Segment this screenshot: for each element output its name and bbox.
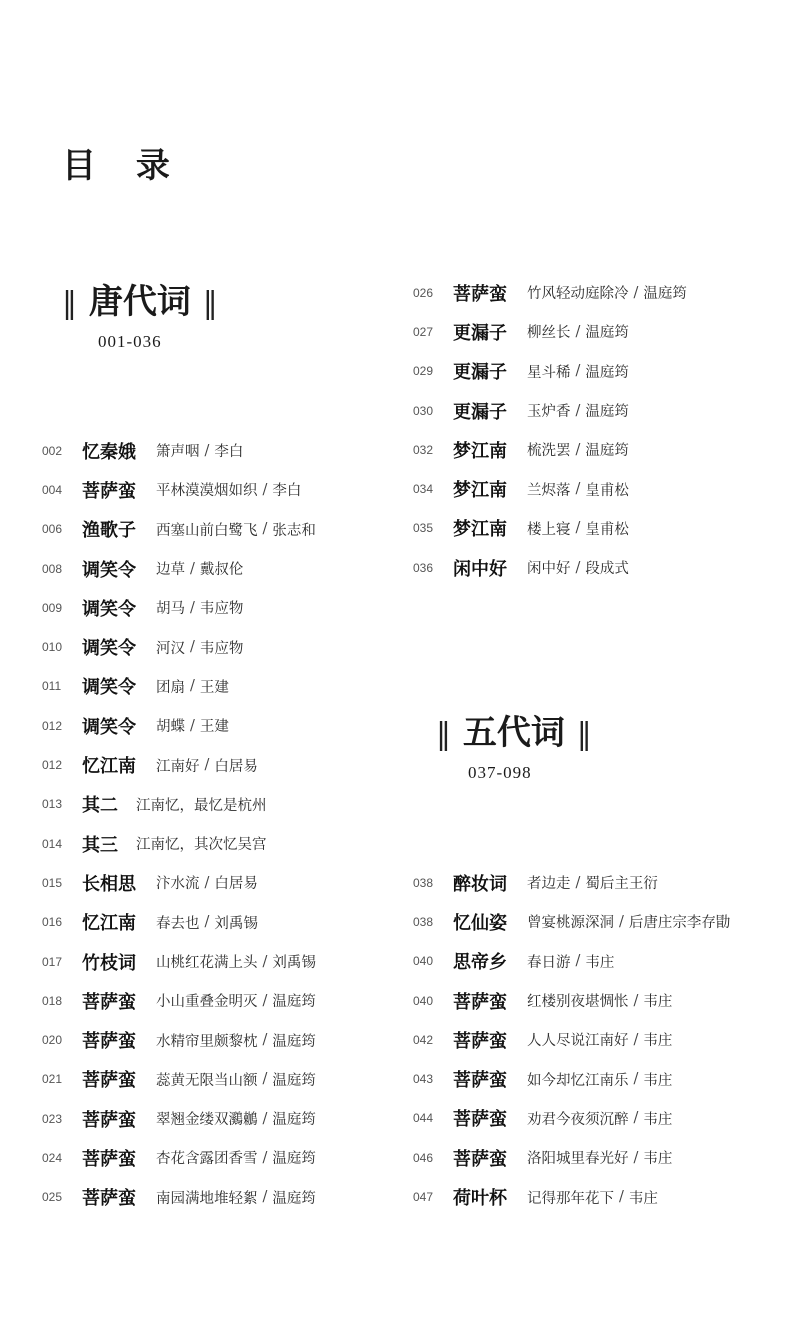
entry-title: 更漏子	[453, 322, 507, 344]
entry-title: 菩萨蛮	[82, 1031, 136, 1053]
bar-ornament-left: ‖	[62, 286, 77, 321]
page-number: 004	[42, 482, 63, 497]
separator-slash: /	[633, 1031, 639, 1048]
page-number: 013	[42, 797, 63, 812]
separator-slash: /	[190, 560, 195, 577]
entry-first-line: 竹风轻动庭除冷	[527, 286, 629, 303]
toc-entry	[413, 1138, 730, 1177]
toc-entry	[413, 430, 687, 469]
entry-author: 白居易	[214, 876, 258, 893]
entry-author: 王建	[199, 679, 229, 696]
separator-slash: /	[633, 284, 639, 301]
separator-slash: /	[262, 1110, 268, 1127]
entry-title: 调笑令	[82, 677, 136, 699]
entry-title: 菩萨蛮	[82, 480, 136, 502]
toc-entry	[413, 312, 687, 351]
entry-first-line: 星斗稀	[527, 364, 571, 381]
entry-first-line: 边草	[156, 562, 185, 579]
toc-entry	[413, 902, 730, 941]
entry-first-line: 人人尽说江南好	[527, 1033, 629, 1050]
entry-author: 戴叔伦	[199, 562, 244, 579]
toc-entry	[413, 469, 687, 508]
separator-slash: /	[204, 442, 210, 459]
entry-title: 菩萨蛮	[453, 283, 507, 305]
bar-ornament-right: ‖	[576, 717, 592, 752]
entry-author: 韦庄	[628, 1190, 658, 1207]
separator-slash: /	[575, 559, 581, 576]
page-number: 030	[413, 403, 434, 418]
entry-title: 忆仙姿	[453, 912, 507, 934]
page-number: 009	[42, 600, 63, 615]
toc-entry	[42, 942, 316, 981]
entry-first-line: 春日游	[527, 954, 571, 971]
toc-entry	[42, 470, 316, 509]
entry-first-line: 平林漠漠烟如织	[156, 483, 258, 500]
separator-slash: /	[190, 678, 195, 695]
page-number: 046	[413, 1150, 434, 1165]
entry-first-line: 小山重叠金明灭	[156, 994, 258, 1011]
page-number: 015	[42, 875, 63, 890]
entry-first-line: 曾宴桃源深洞	[527, 915, 614, 932]
entry-first-line: 江南好	[156, 758, 200, 775]
toc-entry	[42, 1060, 316, 1099]
toc-entry	[42, 549, 316, 588]
entry-author: 韦庄	[643, 1151, 673, 1168]
page-number: 012	[42, 758, 63, 773]
section-title-wudai	[436, 713, 592, 755]
entry-title: 更漏子	[453, 362, 507, 384]
toc-entry	[413, 1059, 730, 1098]
entry-author: 李白	[272, 483, 302, 500]
separator-slash: /	[190, 717, 195, 734]
page-number: 032	[413, 442, 434, 457]
page-number: 010	[42, 640, 63, 655]
entry-first-line: 春去也	[156, 915, 200, 932]
entry-first-line: 蕊黄无限当山额	[156, 1072, 258, 1089]
page-number: 036	[413, 560, 434, 575]
page-number: 047	[413, 1190, 434, 1205]
separator-slash: /	[204, 914, 210, 931]
page-number: 043	[413, 1072, 434, 1087]
section-range-wudai: 037-098	[468, 763, 532, 782]
entry-title: 醉妆词	[453, 873, 507, 895]
toc-entry	[42, 1178, 316, 1217]
page-number: 006	[42, 522, 63, 537]
page-number: 040	[413, 954, 434, 969]
toc-entry	[413, 942, 730, 981]
entry-author: 蜀后主王衍	[585, 876, 658, 893]
entry-title: 菩萨蛮	[82, 1070, 136, 1092]
page-number: 021	[42, 1072, 63, 1087]
entry-title: 其二	[82, 795, 118, 817]
toc-list-wudai	[413, 863, 730, 1217]
entry-first-line: 杏花含露团香雪	[156, 1151, 258, 1168]
separator-slash: /	[204, 874, 210, 891]
toc-entry	[42, 1020, 316, 1059]
entry-author: 温庭筠	[585, 364, 629, 381]
entry-first-line: 胡马	[156, 601, 185, 618]
separator-slash: /	[262, 1149, 268, 1166]
separator-slash: /	[575, 481, 581, 498]
page-number: 035	[413, 521, 434, 536]
entry-first-line: 洛阳城里春光好	[527, 1151, 629, 1168]
toc-entry	[413, 548, 687, 587]
separator-slash: /	[575, 520, 581, 537]
entry-author: 王建	[199, 719, 229, 736]
page-number: 014	[42, 836, 63, 851]
page-number: 008	[42, 561, 63, 576]
entry-title: 更漏子	[453, 401, 507, 423]
toc-entry	[42, 1099, 316, 1138]
separator-slash: /	[575, 363, 581, 380]
entry-author: 韦应物	[199, 601, 244, 618]
entry-first-line: 江南忆，最忆是杭州	[136, 797, 267, 814]
entry-first-line: 团扇	[156, 679, 185, 696]
separator-slash: /	[633, 1149, 639, 1166]
separator-slash: /	[262, 953, 268, 970]
separator-slash: /	[575, 323, 581, 340]
page-number: 029	[413, 364, 434, 379]
entry-first-line: 山桃红花满上头	[156, 955, 258, 971]
entry-title: 菩萨蛮	[453, 1070, 507, 1092]
entry-author: 韦应物	[199, 640, 244, 657]
entry-author: 刘禹锡	[272, 955, 316, 971]
page-number: 024	[42, 1150, 63, 1165]
separator-slash: /	[262, 992, 268, 1009]
entry-first-line: 如今却忆江南乐	[527, 1072, 629, 1089]
entry-first-line: 水精帘里颇黎枕	[156, 1033, 258, 1050]
page-number: 042	[413, 1032, 434, 1047]
entry-title: 梦江南	[453, 440, 507, 462]
page-number: 011	[42, 679, 62, 694]
separator-slash: /	[262, 1032, 268, 1049]
toc-entry	[413, 1177, 730, 1216]
entry-title: 思帝乡	[453, 952, 507, 974]
toc-entry	[42, 903, 316, 942]
toc-entry	[42, 981, 316, 1020]
entry-author: 温庭筠	[272, 1112, 316, 1129]
separator-slash: /	[262, 1071, 268, 1088]
entry-title: 其三	[82, 834, 118, 856]
page-number: 018	[42, 993, 63, 1008]
entry-title: 荷叶杯	[453, 1188, 507, 1210]
toc-entry	[413, 981, 730, 1020]
entry-first-line: 翠翘金缕双鸂鶒	[156, 1112, 258, 1129]
entry-author: 温庭筠	[272, 994, 316, 1011]
entry-first-line: 玉炉香	[527, 404, 571, 421]
page-number: 017	[42, 954, 63, 969]
entry-title: 梦江南	[453, 519, 507, 541]
entry-title: 梦江南	[453, 480, 507, 502]
toc-entry	[413, 1020, 730, 1059]
toc-entry	[42, 863, 316, 902]
section-header-wudai	[436, 713, 592, 783]
entry-title: 忆江南	[82, 913, 136, 935]
entry-author: 温庭筠	[585, 325, 629, 342]
entry-first-line: 闲中好	[527, 561, 571, 578]
page-number: 012	[42, 718, 63, 733]
toc-list-tang-left	[42, 431, 316, 1217]
entry-author: 韦庄	[643, 1033, 673, 1050]
page-number: 027	[413, 324, 434, 339]
entry-title: 竹枝词	[82, 952, 136, 974]
section-header-tang	[62, 282, 218, 352]
entry-author: 温庭筠	[272, 1072, 316, 1089]
toc-entry	[42, 510, 316, 549]
toc-entry	[42, 627, 316, 666]
page-number: 034	[413, 482, 434, 497]
entry-author: 后唐庄宗李存勖	[628, 915, 731, 932]
separator-slash: /	[575, 402, 581, 419]
entry-first-line: 柳丝长	[527, 325, 571, 342]
section-range-tang: 001-036	[98, 332, 162, 351]
entry-first-line: 楼上寝	[527, 521, 571, 538]
entry-title: 调笑令	[82, 598, 136, 620]
page-number: 020	[42, 1033, 63, 1048]
entry-title: 长相思	[82, 873, 136, 895]
entry-title: 忆江南	[82, 756, 136, 778]
toc-entry	[42, 588, 316, 627]
entry-title: 调笑令	[82, 559, 136, 581]
entry-title: 菩萨蛮	[453, 1109, 507, 1131]
entry-author: 韦庄	[643, 1111, 673, 1128]
entry-author: 温庭筠	[643, 286, 687, 303]
entry-title: 菩萨蛮	[82, 1148, 136, 1170]
entry-author: 段成式	[585, 561, 629, 578]
separator-slash: /	[575, 441, 581, 458]
entry-author: 皇甫松	[585, 482, 629, 499]
entry-first-line: 南园满地堆轻絮	[156, 1190, 258, 1207]
entry-author: 刘禹锡	[214, 915, 258, 932]
page-number: 040	[413, 993, 434, 1008]
toc-entry	[42, 745, 316, 784]
toc-entry	[413, 352, 687, 391]
entry-title: 菩萨蛮	[82, 991, 136, 1013]
entry-author: 韦庄	[643, 1072, 673, 1089]
entry-title: 渔歌子	[82, 520, 136, 542]
entry-title: 调笑令	[82, 716, 136, 738]
entry-title: 闲中好	[453, 558, 507, 580]
separator-slash: /	[633, 1110, 639, 1127]
separator-slash: /	[619, 913, 624, 930]
separator-slash: /	[619, 1189, 624, 1206]
toc-entry	[413, 509, 687, 548]
entry-first-line: 胡蝶	[156, 719, 185, 736]
entry-first-line: 劝君今夜须沉醉	[527, 1111, 629, 1128]
separator-slash: /	[633, 1071, 639, 1088]
entry-author: 韦庄	[643, 994, 673, 1011]
page-number: 044	[413, 1111, 434, 1126]
entry-title: 菩萨蛮	[453, 1148, 507, 1170]
entry-title: 忆秦娥	[82, 441, 136, 463]
toc-entry	[42, 667, 316, 706]
page-title: 目 录	[62, 146, 184, 186]
page-number: 023	[42, 1111, 63, 1126]
page-number: 026	[413, 285, 434, 300]
entry-first-line: 江南忆，其次忆吴宫	[136, 837, 267, 854]
entry-author: 温庭筠	[272, 1033, 316, 1050]
page-number: 025	[42, 1190, 63, 1205]
toc-entry	[413, 273, 687, 312]
bar-ornament-left: ‖	[436, 717, 451, 752]
entry-first-line: 者边走	[527, 876, 571, 893]
entry-first-line: 西塞山前白鹭飞	[156, 522, 258, 539]
page-number: 038	[413, 914, 434, 929]
separator-slash: /	[633, 992, 639, 1009]
separator-slash: /	[190, 599, 195, 616]
entry-author: 皇甫松	[585, 521, 629, 538]
separator-slash: /	[575, 953, 581, 970]
page-number: 038	[413, 875, 434, 890]
entry-title: 菩萨蛮	[453, 991, 507, 1013]
entry-title: 菩萨蛮	[82, 1109, 136, 1131]
entry-author: 张志和	[272, 522, 316, 539]
toc-list-tang-right	[413, 273, 687, 587]
entry-author: 温庭筠	[272, 1151, 316, 1168]
page-number: 016	[42, 915, 63, 930]
entry-author: 温庭筠	[585, 404, 629, 421]
entry-title: 菩萨蛮	[453, 1030, 507, 1052]
separator-slash: /	[262, 1189, 268, 1206]
section-title-wudai-text: 五代词	[462, 713, 565, 753]
entry-first-line: 汴水流	[156, 876, 200, 893]
entry-first-line: 红楼别夜堪惆怅	[527, 994, 629, 1011]
separator-slash: /	[262, 481, 268, 498]
entry-author: 温庭筠	[272, 1190, 316, 1207]
entry-author: 白居易	[214, 758, 258, 775]
toc-entry	[413, 863, 730, 902]
separator-slash: /	[204, 757, 210, 774]
entry-first-line: 记得那年花下	[527, 1190, 614, 1207]
entry-author: 温庭筠	[585, 443, 629, 460]
entry-first-line: 箫声咽	[156, 444, 200, 461]
section-title-tang-text: 唐代词	[88, 282, 191, 322]
toc-entry	[42, 1138, 316, 1177]
separator-slash: /	[262, 521, 268, 538]
toc-entry	[42, 706, 316, 745]
separator-slash: /	[190, 639, 195, 656]
entry-title: 菩萨蛮	[82, 1188, 136, 1210]
bar-ornament-right: ‖	[202, 286, 218, 321]
toc-entry	[413, 1099, 730, 1138]
page-number: 002	[42, 443, 63, 458]
toc-entry	[42, 431, 316, 470]
separator-slash: /	[575, 874, 581, 891]
toc-entry	[42, 824, 316, 863]
section-title-tang	[62, 282, 218, 324]
toc-entry	[42, 785, 316, 824]
entry-first-line: 兰烬落	[527, 482, 571, 499]
entry-first-line: 河汉	[156, 640, 185, 657]
toc-entry	[413, 391, 687, 430]
entry-author: 韦庄	[585, 954, 615, 971]
entry-first-line: 梳洗罢	[527, 443, 571, 460]
entry-title: 调笑令	[82, 638, 136, 660]
entry-author: 李白	[214, 444, 244, 461]
